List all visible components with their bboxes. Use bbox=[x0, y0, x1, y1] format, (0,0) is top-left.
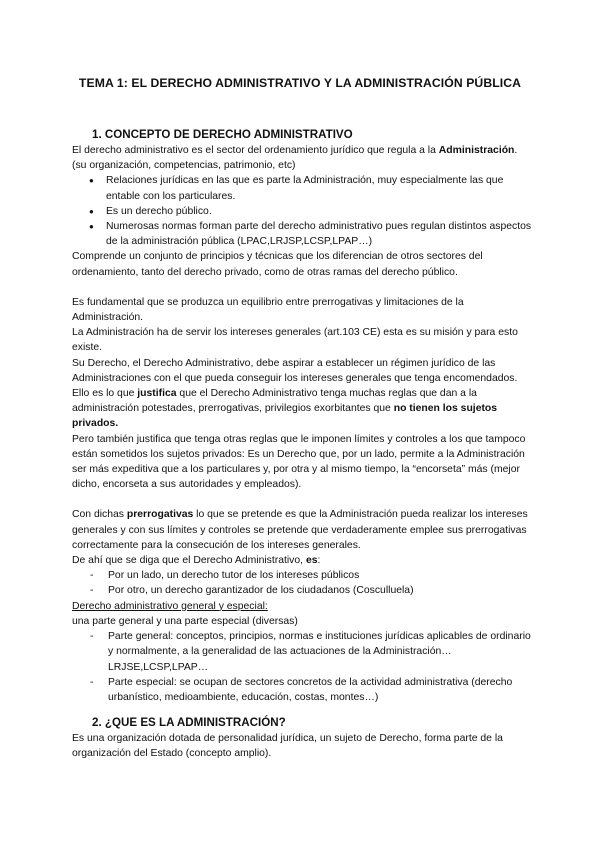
intro-paragraph: El derecho administrativo es el sector del ordenamiento jurídico que regula a la Administración. (su organización, competencias, patrimonio, etc) bbox=[72, 145, 518, 172]
summary-paragraph: Comprende un conjunto de principios y técnicas que los diferencian de otros sectores del ordenamiento, tanto del derecho privado, como de otras ramas del derecho público. bbox=[72, 251, 483, 278]
dash-list bbox=[72, 568, 532, 598]
list-item: ● Es un derecho público. bbox=[72, 204, 532, 219]
list-item: - Por un lado, un derecho tutor de los intereses públicos bbox=[72, 568, 532, 583]
paragraph-decir: De ahí que se diga que el Derecho Administrativo, es: bbox=[72, 555, 321, 567]
bullet-list bbox=[72, 173, 532, 249]
paragraph-limites: Pero también justifica que tenga otras reglas que le imponen límites y controles a los que tampoco están sometidos los sujetos privados: Es un Derecho que, por un lado, permite a la Administración ser más expeditiva que a los particulares y, por otra y al mismo tiempo, la “encorseta” más (mejor dicho, encorseta a sus autoridades y empleados). bbox=[72, 433, 526, 491]
paragraph-partes: una parte general y una parte especial (diversas) bbox=[72, 615, 298, 627]
section-2-heading: 2. ¿QUE ES LA ADMINISTRACIÓN? bbox=[92, 716, 286, 729]
list-item: - Parte especial: se ocupan de sectores concretos de la actividad administrativa (derecho urbanístico, medioambiente, educación, costas, montes…) bbox=[72, 675, 532, 705]
list-item: - Parte general: conceptos, principios, normas e instituciones jurídicas aplicables de ordinario y normalmente, a la generalidad de las actuaciones de la Administración… LRJSE,LCSP,LPAP… bbox=[72, 629, 532, 675]
paragraph-prerrogativas: Con dichas prerrogativas lo que se pretende es que la Administración pueda realizar los intereses generales y con sus límites y controles se pretende que verdaderamente emplee sus prerrogativas correctamente para la consecución de los intereses generales. bbox=[72, 509, 528, 551]
underlined-subheading: Derecho administrativo general y especial: bbox=[72, 600, 268, 612]
list-item: - Por otro, un derecho garantizador de los ciudadanos (Cosculluela) bbox=[72, 583, 532, 598]
paragraph-justifica: Ello es lo que justifica que el Derecho Administrativo tenga muchas reglas que dan a la administración potestades, prerrogativas, privilegios exorbitantes que no tienen los sujetos privados. bbox=[72, 388, 498, 430]
paragraph-regimen: Su Derecho, el Derecho Administrativo, debe aspirar a establecer un régimen jurídico de las Administraciones con el que pueda conseguir los intereses generales que tenga encomendados. bbox=[72, 357, 518, 384]
paragraph-intereses: La Administración ha de servir los intereses generales (art.103 CE) esta es su misión y para esto existe. bbox=[72, 327, 518, 354]
paragraph-administracion: Es una organización dotada de personalidad jurídica, un sujeto de Derecho, forma parte de la organización del Estado (concepto amplio). bbox=[72, 733, 503, 760]
page-title: TEMA 1: EL DERECHO ADMINISTRATIVO Y LA ADMINISTRACIÓN PÚBLICA bbox=[78, 76, 522, 90]
section-1-body bbox=[72, 143, 532, 705]
section-2-body bbox=[72, 731, 532, 761]
paragraph-equilibrio: Es fundamental que se produzca un equilibrio entre prerrogativas y limitaciones de la Administración. bbox=[72, 296, 464, 324]
section-1-heading: 1. CONCEPTO DE DERECHO ADMINISTRATIVO bbox=[92, 128, 353, 141]
list-item: ● Numerosas normas forman parte del derecho administrativo pues regulan distintos aspectos de la administración pública (LPAC,LRJSP,LCSP,LPAP…) bbox=[72, 219, 532, 249]
dash-list bbox=[72, 629, 532, 705]
list-item: ● Relaciones jurídicas en las que es parte la Administración, muy especialmente las que entable con los particulares. bbox=[72, 173, 532, 203]
